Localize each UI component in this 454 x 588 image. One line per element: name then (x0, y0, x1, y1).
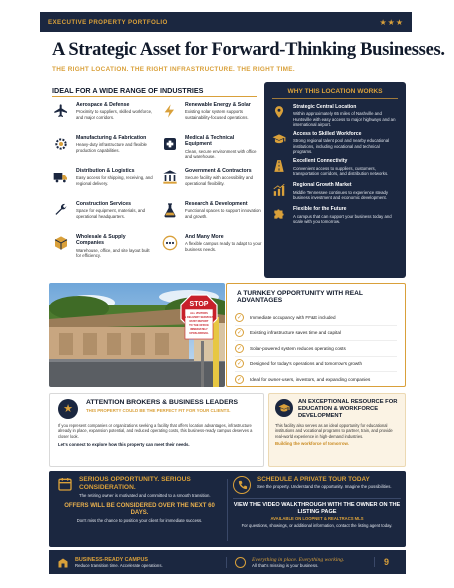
graduation-cap-icon (275, 399, 293, 417)
industry-item: Research & Development Functional spaces to support innovation and growth. (161, 201, 262, 234)
divider (272, 98, 398, 99)
more-dots-icon (161, 234, 179, 252)
industry-item: Wholesale & Supply Companies Warehouse, office, and site layout built for efficiency. (52, 234, 153, 267)
puzzle-icon (272, 207, 288, 226)
serious-body: The retiring owner is motivated and committed to a smooth transition. (79, 493, 211, 499)
brokers-panel (49, 393, 264, 467)
wrench-icon (52, 201, 70, 219)
education-body: This facility also serves as an ideal opportunity for educational institutions and vocational programs to partner, train, and provide real-world experience in high-demand industries. (275, 423, 393, 439)
industry-item: Distribution & Logistics Easy access for shipping, receiving, and regional delivery. (52, 168, 153, 201)
video-walkthrough[interactable] (233, 498, 401, 528)
sign-line: ALL VISITORS (190, 312, 208, 315)
industry-item: Renewable Energy & Solar Existing solar system supports sustainability-focused operations. (161, 102, 262, 135)
clock-icon (235, 557, 246, 568)
check-icon: ✓ (236, 330, 243, 337)
serious-title: SERIOUS OPPORTUNITY. SERIOUS CONSIDERATION. (79, 476, 191, 491)
education-panel (268, 393, 406, 467)
video-body: For questions, showings, or additional information, contact the listing agent today. (241, 523, 393, 529)
industry-item: Construction Services Space for equipment, materials, and operational headquarters. (52, 201, 153, 234)
turnkey-item: ✓ Solar-powered system reduces operating costs (235, 341, 397, 357)
government-building-icon (161, 168, 179, 186)
growth-chart-icon (272, 183, 288, 202)
sign-line: IMMEDIATELY (190, 328, 208, 331)
industry-item: Aerospace & Defense Proximity to suppliers, skilled workforce, and major corridors. (52, 102, 153, 135)
phone-icon (233, 476, 251, 494)
industry-item: Medical & Technical Equipment Clean, secure environment with office and warehouse. (161, 135, 262, 168)
header-bar (40, 12, 412, 32)
industry-item: Government & Contractors Secure facility with accessibility and operational flexibility. (161, 168, 262, 201)
divider (52, 96, 257, 97)
why-item: Regional Growth Market Middle Tennessee continues to experience steady business investment and economic development. (272, 183, 398, 202)
brokers-subtitle: THIS PROPERTY COULD BE THE PERFECT FIT FOR YOUR CLIENTS. (86, 408, 231, 413)
stars-icon: ★★★ (379, 17, 404, 27)
gear-icon (52, 135, 70, 153)
footer-quote-line2: All that's missing is your business. (252, 562, 319, 568)
airplane-icon (52, 102, 70, 120)
truck-icon (52, 168, 70, 186)
property-photo (49, 283, 225, 387)
brokers-cta: Let's connect to explore how this property can meet their needs. (58, 441, 190, 447)
turnkey-item: ✓ Existing infrastructure saves time and capital (235, 326, 397, 342)
brokers-title: ATTENTION BROKERS & BUSINESS LEADERS (86, 399, 239, 406)
footer-title: BUSINESS-READY CAMPUS (75, 556, 148, 563)
check-icon: ✓ (236, 345, 243, 352)
tour-body: See the property. Understand the opportunity. Imagine the possibilities. (257, 484, 392, 489)
check-icon: ✓ (236, 377, 243, 384)
sign-line: UPON ARRIVAL (189, 332, 209, 335)
footer-bar (49, 550, 406, 574)
video-availability: AVAILABLE ON LOOPNET & REALTRACS MLS (270, 516, 364, 522)
why-item: Access to Skilled Workforce Strong regional talent pool and nearby educational institutions, including vocational and technical programs. (272, 132, 398, 154)
industries-grid (52, 102, 262, 267)
turnkey-panel (226, 283, 406, 387)
turnkey-item: ✓ Designed for today's operations and tomorrow's growth (235, 357, 397, 373)
offers-title: OFFERS WILL BE CONSIDERED OVER THE NEXT 60 DAYS. (64, 503, 215, 517)
turnkey-title: A TURNKEY OPPORTUNITY WITH REAL ADVANTAGES (237, 290, 363, 304)
why-location-panel (264, 82, 406, 278)
stop-sign-title: STOP (189, 301, 209, 308)
medical-cross-icon (161, 135, 179, 153)
box-icon (52, 234, 70, 252)
why-title: WHY THIS LOCATION WORKS (287, 88, 383, 95)
offers-body: Don't miss the chance to position your client for immediate success. (76, 518, 203, 524)
turnkey-item: ✓ Immediate occupancy with FF&E included (235, 310, 397, 326)
bolt-icon (161, 102, 179, 120)
check-icon: ✓ (236, 361, 243, 368)
footer-subtitle: Reduce transition time. Accelerate operations. (75, 562, 163, 568)
sign-line: MUST REPORT (189, 320, 209, 323)
calendar-icon (57, 476, 73, 498)
portfolio-label: EXECUTIVE PROPERTY PORTFOLIO (48, 18, 168, 26)
check-icon: ✓ (236, 314, 243, 321)
video-title: VIEW THE VIDEO WALKTHROUGH WITH THE OWNER ON THE LISTING PAGE (233, 502, 401, 515)
star-badge-icon: ★ (58, 399, 78, 419)
page-subhead: THE RIGHT LOCATION. THE RIGHT INFRASTRUCTURE. THE RIGHT TIME. (52, 66, 295, 73)
industry-item: Manufacturing & Fabrication Heavy-duty infrastructure and flexible production capabilities. (52, 135, 153, 168)
page-headline: A Strategic Asset for Forward-Thinking Businesses. (52, 40, 445, 60)
why-item: Strategic Central Location Within approximately 65 miles of Nashville and Huntsville with easy access to major highways and an international airport. (272, 105, 398, 127)
education-footer: Building the workforce of tomorrow. (275, 440, 349, 446)
divider (227, 479, 228, 541)
education-title: AN EXCEPTIONAL RESOURCE FOR EDUCATION & WORKFORCE DEVELOPMENT (298, 399, 398, 419)
tour-title: SCHEDULE A PRIVATE TOUR TODAY (257, 476, 370, 483)
sign-line: & DELIVERY SERVICES (184, 316, 214, 319)
turnkey-item: ✓ Ideal for owner-users, investors, and expanding companies (236, 377, 371, 384)
road-icon (272, 159, 288, 178)
cta-panel (49, 471, 406, 547)
why-item: Flexible for the Future A campus that can support your business today and scale with you tomorrow. (272, 207, 398, 226)
page-number: 9 (374, 557, 398, 567)
brokers-body: If you represent companies or organizations seeking a facility that offers location advantages, infrastructure already in place, expansion potential, and reduced operating costs, this business-ready campus deserves a closer look. (58, 423, 253, 439)
industry-item: And Many More A flexible campus ready to adapt to your business needs. (161, 234, 262, 267)
footer-quote: Everything in place. Everything working. (252, 556, 345, 563)
building-icon (57, 556, 69, 568)
ideal-section-title: IDEAL FOR A WIDE RANGE OF INDUSTRIES (52, 86, 204, 95)
location-pin-icon (272, 105, 288, 127)
why-item: Excellent Connectivity Convenient access to suppliers, customers, transportation corridors, and distribution networks. (272, 159, 398, 178)
flask-icon (161, 201, 179, 219)
sign-line: TO THE OFFICE (189, 324, 209, 327)
graduation-cap-icon (272, 132, 288, 154)
